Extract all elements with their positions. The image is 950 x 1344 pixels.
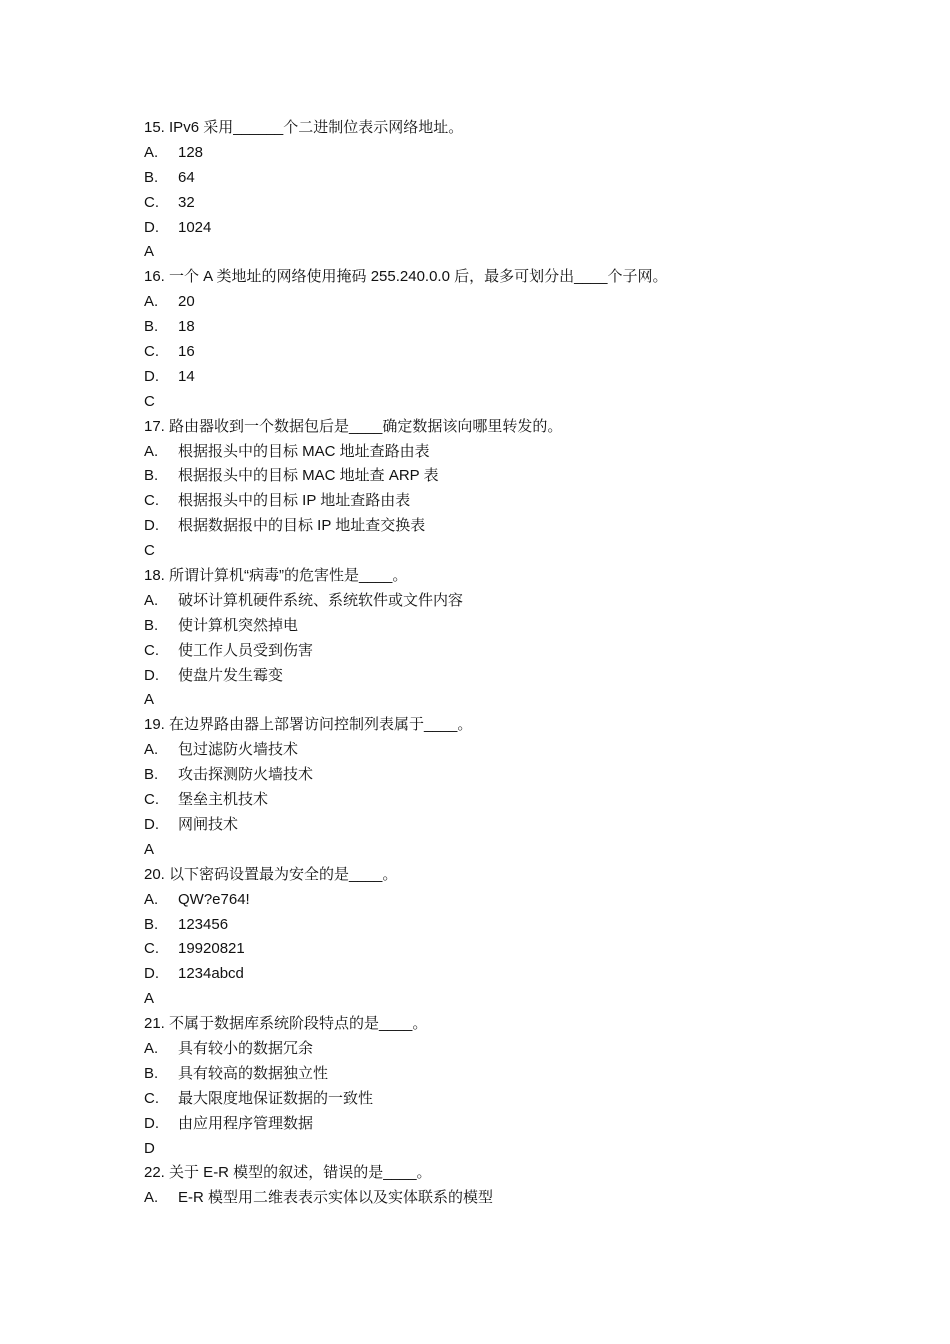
option-a bbox=[144, 1186, 844, 1211]
option-text: QW?e764! bbox=[178, 890, 250, 908]
answer-text: A bbox=[144, 243, 155, 261]
option-text: 攻击探测防火墙技术 bbox=[178, 766, 314, 784]
answer-text: C bbox=[144, 542, 155, 560]
option-a bbox=[144, 738, 844, 763]
option-letter: D. bbox=[144, 666, 159, 684]
option-b bbox=[144, 763, 844, 788]
option-b bbox=[144, 614, 844, 639]
option-d bbox=[144, 813, 844, 838]
answer-text: A bbox=[144, 691, 155, 709]
option-d bbox=[144, 664, 844, 689]
option-letter: B. bbox=[144, 1064, 159, 1082]
option-letter: C. bbox=[144, 492, 159, 510]
question-block bbox=[144, 564, 844, 713]
option-letter: A. bbox=[144, 442, 159, 460]
question-text: 19. 在边界路由器上部署访问控制列表属于____。 bbox=[144, 716, 473, 734]
option-letter: A. bbox=[144, 741, 159, 759]
option-text: 1024 bbox=[178, 218, 212, 236]
option-text: 使计算机突然掉电 bbox=[178, 616, 299, 634]
option-a bbox=[144, 440, 844, 465]
option-d bbox=[144, 514, 844, 539]
answer-text: D bbox=[144, 1139, 155, 1157]
option-text: 破坏计算机硬件系统、系统软件或文件内容 bbox=[178, 591, 464, 609]
option-text: 堡垒主机技术 bbox=[178, 791, 269, 809]
answer-text: A bbox=[144, 990, 155, 1008]
option-letter: B. bbox=[144, 915, 159, 933]
option-text: 使工作人员受到伤害 bbox=[178, 641, 314, 659]
option-c bbox=[144, 937, 844, 962]
option-text: 18 bbox=[178, 318, 195, 336]
option-text: 根据报头中的目标 MAC 地址查 ARP 表 bbox=[178, 467, 439, 485]
option-text: 32 bbox=[178, 193, 195, 211]
option-d bbox=[144, 365, 844, 390]
option-text: 123456 bbox=[178, 915, 229, 933]
option-b bbox=[144, 315, 844, 340]
option-b bbox=[144, 464, 844, 489]
option-c bbox=[144, 788, 844, 813]
option-a bbox=[144, 290, 844, 315]
exam-page bbox=[144, 116, 844, 1211]
option-letter: D. bbox=[144, 1114, 159, 1132]
option-letter: B. bbox=[144, 766, 159, 784]
option-c bbox=[144, 1087, 844, 1112]
option-text: 64 bbox=[178, 168, 195, 186]
question-text: 22. 关于 E-R 模型的叙述，错误的是____。 bbox=[144, 1164, 432, 1182]
option-letter: A. bbox=[144, 143, 159, 161]
option-c bbox=[144, 191, 844, 216]
option-letter: C. bbox=[144, 1089, 159, 1107]
question-text: 17. 路由器收到一个数据包后是____确定数据该向哪里转发的。 bbox=[144, 417, 563, 435]
option-text: 20 bbox=[178, 293, 195, 311]
question-block bbox=[144, 863, 844, 1012]
option-a bbox=[144, 589, 844, 614]
option-b bbox=[144, 1062, 844, 1087]
option-text: 使盘片发生霉变 bbox=[178, 666, 284, 684]
answer-text: A bbox=[144, 840, 155, 858]
option-b bbox=[144, 913, 844, 938]
option-text: 具有较高的数据独立性 bbox=[178, 1064, 329, 1082]
option-d bbox=[144, 1112, 844, 1137]
option-text: 根据数据报中的目标 IP 地址查交换表 bbox=[178, 517, 426, 535]
question-text: 21. 不属于数据库系统阶段特点的是____。 bbox=[144, 1015, 428, 1033]
option-text: 根据报头中的目标 IP 地址查路由表 bbox=[178, 492, 411, 510]
option-letter: C. bbox=[144, 641, 159, 659]
question-block bbox=[144, 1012, 844, 1161]
option-a bbox=[144, 1037, 844, 1062]
option-a bbox=[144, 888, 844, 913]
question-text: 18. 所谓计算机“病毒”的危害性是____。 bbox=[144, 567, 408, 585]
option-text: 包过滤防火墙技术 bbox=[178, 741, 299, 759]
option-d bbox=[144, 216, 844, 241]
option-c bbox=[144, 340, 844, 365]
option-text: 网闸技术 bbox=[178, 815, 239, 833]
option-letter: A. bbox=[144, 1039, 159, 1057]
option-letter: A. bbox=[144, 591, 159, 609]
option-text: 最大限度地保证数据的一致性 bbox=[178, 1089, 374, 1107]
question-text: 15. IPv6 采用______个二进制位表示网络地址。 bbox=[144, 119, 464, 136]
option-letter: B. bbox=[144, 168, 159, 186]
option-letter: D. bbox=[144, 218, 159, 236]
question-block bbox=[144, 116, 844, 265]
option-letter: A. bbox=[144, 890, 159, 908]
option-text: 14 bbox=[178, 367, 195, 385]
option-letter: C. bbox=[144, 343, 159, 361]
option-text: 根据报头中的目标 MAC 地址查路由表 bbox=[178, 442, 430, 460]
option-text: 1234abcd bbox=[178, 965, 244, 983]
option-letter: B. bbox=[144, 467, 159, 485]
option-text: 具有较小的数据冗余 bbox=[178, 1039, 314, 1057]
question-text: 20. 以下密码设置最为安全的是____。 bbox=[144, 865, 398, 883]
option-letter: B. bbox=[144, 318, 159, 336]
option-letter: C. bbox=[144, 791, 159, 809]
question-block bbox=[144, 1161, 844, 1211]
option-letter: D. bbox=[144, 965, 159, 983]
option-text: E-R 模型用二维表表示实体以及实体联系的模型 bbox=[178, 1189, 494, 1207]
option-letter: D. bbox=[144, 367, 159, 385]
option-letter: D. bbox=[144, 517, 159, 535]
option-text: 16 bbox=[178, 343, 195, 361]
option-d bbox=[144, 962, 844, 987]
option-letter: A. bbox=[144, 1189, 159, 1207]
option-letter: C. bbox=[144, 193, 159, 211]
option-text: 128 bbox=[178, 143, 204, 161]
option-text: 由应用程序管理数据 bbox=[178, 1114, 314, 1132]
option-text: 19920821 bbox=[178, 940, 245, 958]
option-letter: D. bbox=[144, 815, 159, 833]
option-letter: B. bbox=[144, 616, 159, 634]
option-b bbox=[144, 166, 844, 191]
answer-text: C bbox=[144, 392, 155, 410]
option-letter: A. bbox=[144, 293, 159, 311]
option-a bbox=[144, 141, 844, 166]
option-c bbox=[144, 489, 844, 514]
question-text: 16. 一个 A 类地址的网络使用掩码 255.240.0.0 后，最多可划分出____个子网。 bbox=[144, 268, 668, 286]
option-c bbox=[144, 639, 844, 664]
option-letter: C. bbox=[144, 940, 159, 958]
question-block bbox=[144, 713, 844, 862]
question-block bbox=[144, 265, 844, 414]
question-block bbox=[144, 415, 844, 564]
